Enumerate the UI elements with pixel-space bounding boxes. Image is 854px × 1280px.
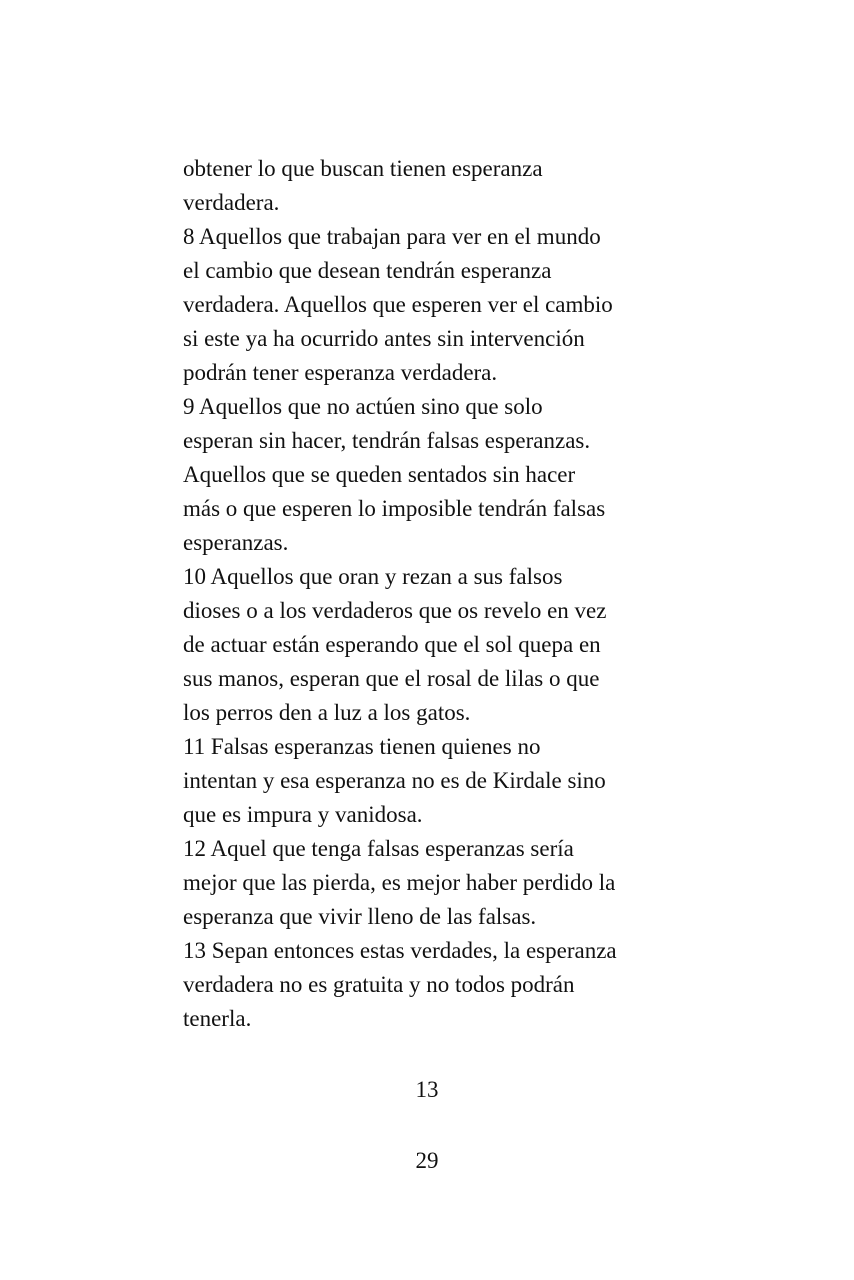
text-line: tenerla. (183, 1006, 252, 1031)
text-line: Aquellos que se queden sentados sin hacer (183, 462, 576, 487)
text-line: verdadera. Aquellos que esperen ver el cambio (183, 292, 613, 317)
text-line: 13 Sepan entonces estas verdades, la esperanza (183, 938, 617, 963)
text-line: mejor que las pierda, es mejor haber perdido la (183, 870, 616, 895)
text-line: intentan y esa esperanza no es de Kirdale sino (183, 768, 606, 793)
text-line: verdadera no es gratuita y no todos podrán (183, 972, 575, 997)
text-line: esperanza que vivir lleno de las falsas. (183, 904, 537, 929)
text-line: obtener lo que buscan tienen esperanza (183, 156, 543, 181)
text-line: dioses o a los verdaderos que os revelo en vez (183, 598, 607, 623)
text-line: esperan sin hacer, tendrán falsas esperanzas. (183, 428, 591, 453)
text-line: verdadera. (183, 190, 280, 215)
text-line: de actuar están esperando que el sol quepa en (183, 632, 601, 657)
text-line: 11 Falsas esperanzas tienen quienes no (183, 734, 541, 759)
text-line: sus manos, esperan que el rosal de lilas o que (183, 666, 600, 691)
text-line: el cambio que desean tendrán esperanza (183, 258, 552, 283)
text-line: los perros den a luz a los gatos. (183, 700, 471, 725)
text-line: más o que esperen lo imposible tendrán falsas (183, 496, 606, 521)
text-line: si este ya ha ocurrido antes sin intervención (183, 326, 585, 351)
text-line: 10 Aquellos que oran y rezan a sus falsos (183, 564, 563, 589)
text-line: que es impura y vanidosa. (183, 802, 423, 827)
book-page-number: 29 (415, 1148, 439, 1173)
text-line: 9 Aquellos que no actúen sino que solo (183, 394, 543, 419)
body-text (183, 152, 683, 1036)
text-line: 12 Aquel que tenga falsas esperanzas sería (183, 836, 574, 861)
text-line: 8 Aquellos que trabajan para ver en el mundo (183, 224, 601, 249)
chapter-page-number: 13 (415, 1077, 439, 1102)
text-line: esperanzas. (183, 530, 289, 555)
text-line: podrán tener esperanza verdadera. (183, 360, 498, 385)
